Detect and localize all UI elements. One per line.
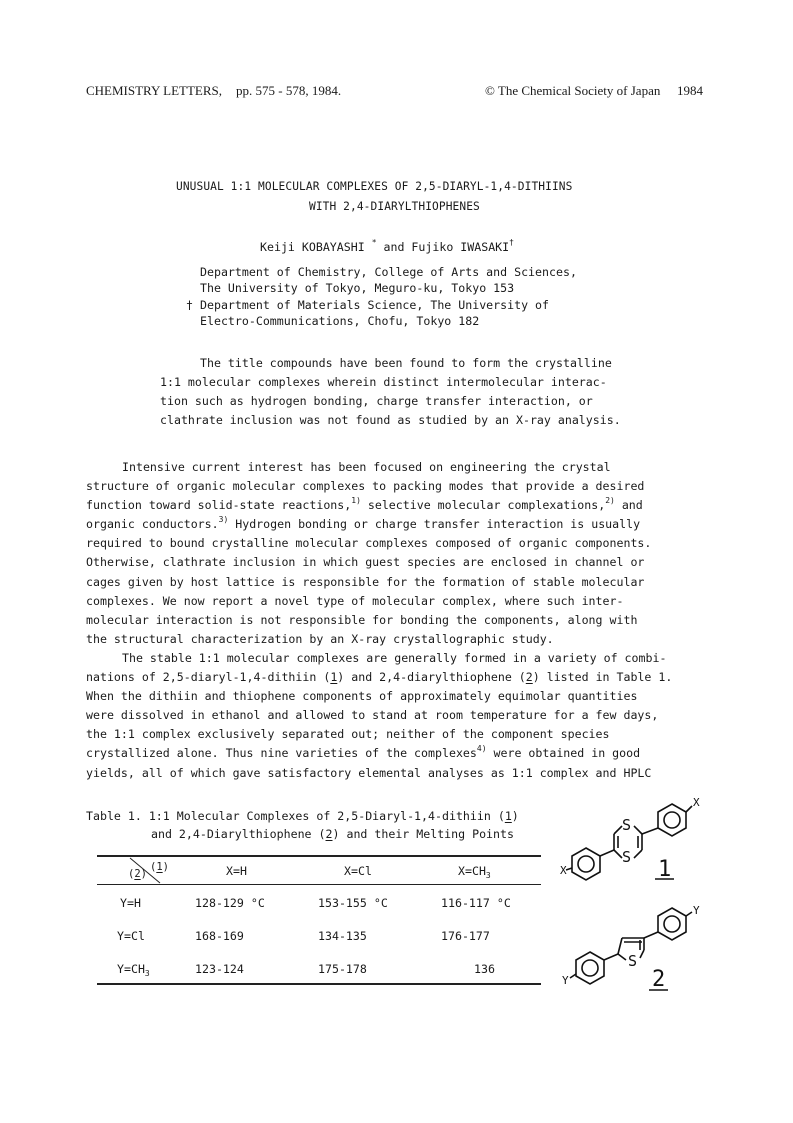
- row-header: Y=H: [120, 896, 141, 910]
- col-header: X=Cl: [344, 864, 372, 878]
- table-cell: 123-124: [195, 962, 244, 976]
- abstract-line-4: clathrate inclusion was not found as studied by an X-ray analysis.: [160, 413, 621, 427]
- body-line: organic conductors.$^{3)}$ Hydrogen bonding or charge transfer interaction is usually: [86, 515, 641, 532]
- table-caption-line-1: Table 1. 1:1 Molecular Complexes of 2,5-Diaryl-1,4-dithiin (1): [86, 809, 519, 823]
- corner-col-label: (1): [150, 861, 169, 873]
- table-header-rule: [97, 884, 541, 885]
- dithiin-structure: [560, 790, 710, 890]
- reference-3: 3): [218, 515, 229, 525]
- table-cell: 128-129 °C: [195, 896, 265, 910]
- body-line: the structural characterization by an X-ray crystallographic study.: [86, 631, 554, 646]
- abstract-line-2: 1:1 molecular complexes wherein distinct intermolecular interac-: [160, 375, 607, 389]
- compound-ref-2: 2: [525, 670, 533, 685]
- body-line: function toward solid-state reactions,$^{1)}$ selective molecular complexations,$^{2)}$ and: [86, 496, 643, 513]
- body-line: Intensive current interest has been focused on engineering the crystal: [122, 460, 611, 474]
- table-caption-line-2: and 2,4-Diarylthiophene (2) and their Melting Points: [151, 827, 514, 841]
- table-cell: 136: [474, 962, 495, 976]
- reference-1: 1): [351, 496, 361, 506]
- header-year: 1984: [677, 83, 703, 98]
- affiliation-1-line-2: The University of Tokyo, Meguro-ku, Tokyo 153: [200, 281, 515, 295]
- reference-4: 4): [476, 744, 487, 754]
- body-line: Otherwise, clathrate inclusion in which guest species are enclosed in channel or: [86, 555, 645, 570]
- sulfur-atom: S: [622, 848, 632, 866]
- affiliation-1-line-1: Department of Chemistry, College of Arts and Sciences,: [200, 265, 577, 279]
- table-cell: 153-155 °C: [318, 896, 388, 910]
- body-line: required to bound crystalline molecular complexes composed of organic components.: [86, 536, 652, 551]
- title-line-2: WITH 2,4-DIARYLTHIOPHENES: [309, 200, 480, 213]
- y-substituent: Y: [693, 904, 700, 917]
- row-header: Y=Cl: [117, 929, 145, 943]
- row-header: $Y=CH_3$: [117, 962, 150, 978]
- body-line: cages given by host lattice is responsible for the formation of stable molecular: [86, 574, 645, 589]
- reference-2: 2): [605, 496, 615, 506]
- affiliation-2: [200, 297, 549, 329]
- table-bottom-rule: [97, 983, 541, 985]
- body-text: [86, 458, 672, 783]
- body-line: nations of 2,5-diaryl-1,4-dithiin (1) and 2,4-diarylthiophene (2) listed in Table 1.: [86, 670, 673, 685]
- affiliation-2-line-2: Electro-Communications, Chofu, Tokyo 182: [200, 314, 480, 328]
- author-2: and Fujiko IWASAKI: [383, 240, 510, 254]
- x-substituent: X: [693, 796, 700, 809]
- affiliation-2-mark: †: [186, 298, 193, 312]
- table-cell: 168-169: [195, 929, 244, 943]
- body-line: structure of organic molecular complexes to packing modes that provide a desired: [86, 479, 645, 494]
- thiophene-structure: [560, 900, 710, 1000]
- table-cell: 175-178: [318, 962, 367, 976]
- y-substituent: Y: [562, 974, 569, 987]
- dagger-mark: †: [509, 238, 514, 247]
- corresponding-mark: *: [371, 238, 377, 247]
- journal-pages: pp. 575 - 578, 1984.: [236, 83, 342, 98]
- author-1: Keiji KOBAYASHI: [260, 240, 365, 254]
- authors: [260, 240, 514, 254]
- sulfur-atom: S: [622, 816, 632, 834]
- body-line: When the dithiin and thiophene components of approximately equimolar quantities: [86, 689, 638, 704]
- copyright: © The Chemical Society of Japan: [485, 83, 661, 98]
- body-line: yields, all of which gave satisfactory elemental analyses as 1:1 complex and HPLC: [86, 765, 652, 780]
- body-line: The stable 1:1 molecular complexes are generally formed in a variety of combi-: [122, 650, 667, 665]
- body-line: crystallized alone. Thus nine varieties of the complexes$^{4)}$ were obtained in good: [86, 744, 641, 761]
- table-cell: 134-135: [318, 929, 367, 943]
- abstract-line-3: tion such as hydrogen bonding, charge transfer interaction, or: [160, 394, 593, 408]
- compound-ref-1: 1: [330, 670, 338, 685]
- body-line: the 1:1 complex exclusively separated out; neither of the component species: [86, 727, 610, 742]
- abstract-line-1: The title compounds have been found to form the crystalline: [200, 356, 612, 370]
- x-substituent: X: [560, 864, 567, 877]
- journal-name: CHEMISTRY LETTERS,: [86, 83, 223, 98]
- sulfur-atom: S: [628, 952, 638, 970]
- table-cell: 116-117 °C: [441, 896, 511, 910]
- col-header: X=H: [226, 864, 247, 878]
- body-line: molecular interaction is not responsible for bonding the components, along with: [86, 612, 638, 627]
- compound-label-2: 2: [652, 967, 666, 992]
- body-line: were dissolved in ethanol and allowed to stand at room temperature for a few days,: [86, 708, 659, 723]
- affiliation-2-line-1: Department of Materials Science, The University of: [200, 298, 550, 312]
- corner-row-label: (2): [128, 868, 147, 880]
- compound-label-1: 1: [658, 857, 672, 882]
- title-line-1: UNUSUAL 1:1 MOLECULAR COMPLEXES OF 2,5-DIARYL-1,4-DITHIINS: [176, 180, 573, 193]
- affiliation-1: [200, 264, 577, 296]
- body-line: complexes. We now report a novel type of molecular complex, where such inter-: [86, 593, 624, 608]
- table-cell: 176-177: [441, 929, 490, 943]
- col-header: $X=CH_3$: [458, 864, 491, 880]
